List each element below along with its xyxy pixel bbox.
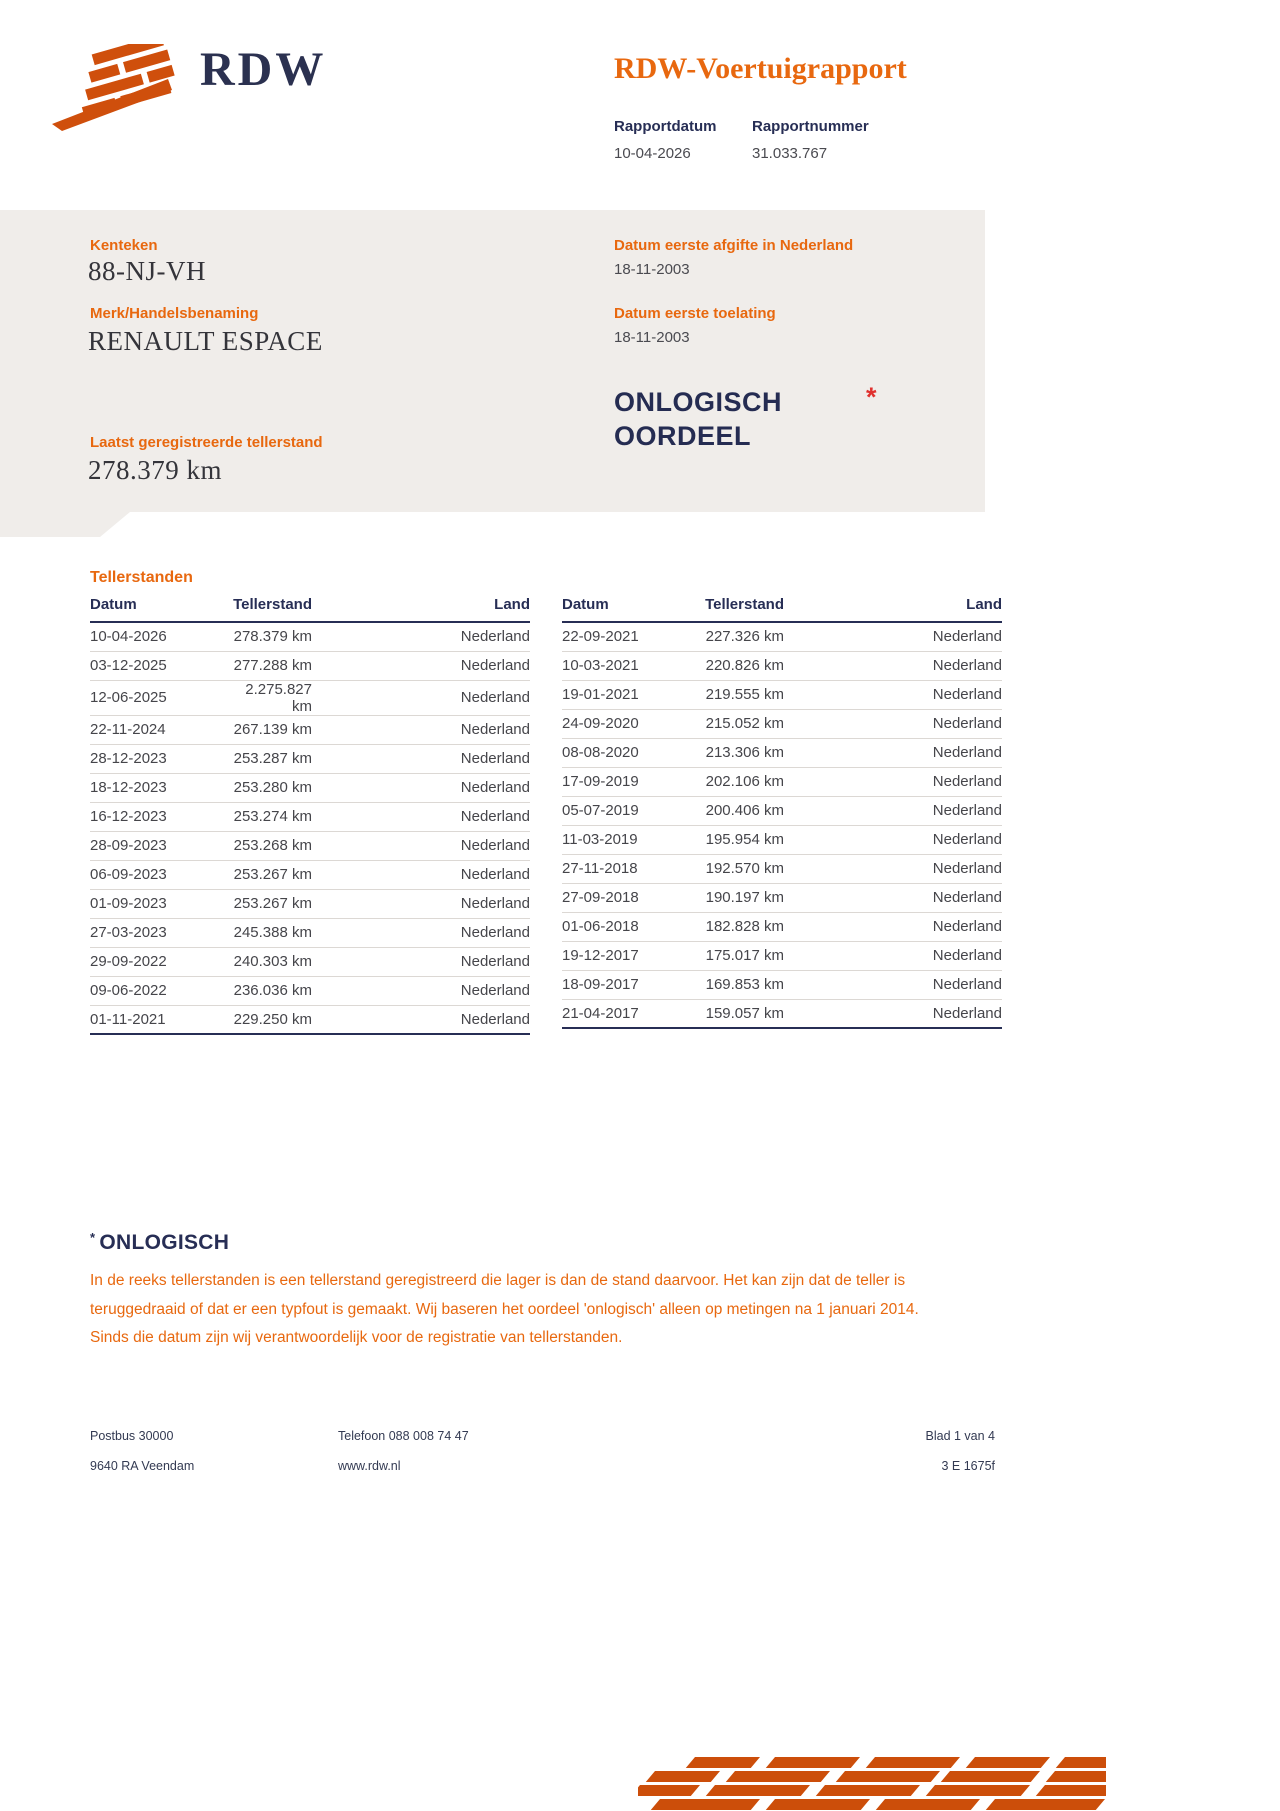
row-land: Nederland xyxy=(784,970,1002,999)
row-land: Nederland xyxy=(784,767,1002,796)
table-row xyxy=(90,889,530,918)
row-datum: 12-06-2025 xyxy=(90,680,224,715)
row-datum: 17-09-2019 xyxy=(562,767,696,796)
table-row xyxy=(90,744,530,773)
footnote-title-line xyxy=(90,1230,935,1255)
row-land: Nederland xyxy=(312,651,530,680)
table-row xyxy=(90,773,530,802)
table-row xyxy=(90,976,530,1005)
table-row xyxy=(90,947,530,976)
oordeel-line2: OORDEEL xyxy=(614,421,752,451)
row-datum: 18-09-2017 xyxy=(562,970,696,999)
row-datum: 01-06-2018 xyxy=(562,912,696,941)
row-datum: 08-08-2020 xyxy=(562,738,696,767)
row-land: Nederland xyxy=(784,941,1002,970)
row-land: Nederland xyxy=(784,622,1002,651)
column-header-datum: Datum xyxy=(562,596,696,622)
merk-label: Merk/Handelsbenaming xyxy=(90,305,259,322)
row-land: Nederland xyxy=(784,651,1002,680)
footnote-asterisk: * xyxy=(90,1230,96,1245)
row-land: Nederland xyxy=(312,947,530,976)
row-datum: 01-11-2021 xyxy=(90,1005,224,1034)
rdw-stripes-decoration-icon xyxy=(638,1753,1106,1811)
row-tellerstand: 227.326 km xyxy=(696,622,784,651)
tellerstanden-section-title: Tellerstanden xyxy=(90,569,193,586)
footer-website-link[interactable]: www.rdw.nl xyxy=(338,1459,401,1473)
table-row xyxy=(562,883,1002,912)
row-tellerstand: 219.555 km xyxy=(696,680,784,709)
row-tellerstand: 240.303 km xyxy=(224,947,312,976)
table-row xyxy=(90,802,530,831)
row-datum: 27-11-2018 xyxy=(562,854,696,883)
row-tellerstand: 220.826 km xyxy=(696,651,784,680)
column-header-land: Land xyxy=(312,596,530,622)
row-datum: 18-12-2023 xyxy=(90,773,224,802)
tellerstanden-table-right xyxy=(562,596,1002,1029)
row-land: Nederland xyxy=(312,860,530,889)
row-tellerstand: 200.406 km xyxy=(696,796,784,825)
table-row xyxy=(562,622,1002,651)
row-land: Nederland xyxy=(784,738,1002,767)
table-row xyxy=(90,860,530,889)
row-datum: 27-09-2018 xyxy=(562,883,696,912)
row-land: Nederland xyxy=(312,831,530,860)
row-datum: 19-12-2017 xyxy=(562,941,696,970)
table-row xyxy=(562,738,1002,767)
row-datum: 11-03-2019 xyxy=(562,825,696,854)
row-land: Nederland xyxy=(312,976,530,1005)
table-row xyxy=(562,825,1002,854)
row-datum: 16-12-2023 xyxy=(90,802,224,831)
row-land: Nederland xyxy=(312,622,530,651)
table-row xyxy=(562,970,1002,999)
report-date-value: 10-04-2026 xyxy=(614,145,691,162)
column-header-tellerstand: Tellerstand xyxy=(224,596,312,622)
row-tellerstand: 2.275.827 km xyxy=(224,680,312,715)
merk-value: RENAULT ESPACE xyxy=(88,326,323,356)
row-datum: 06-09-2023 xyxy=(90,860,224,889)
row-land: Nederland xyxy=(784,999,1002,1028)
row-datum: 03-12-2025 xyxy=(90,651,224,680)
table-row xyxy=(90,651,530,680)
row-datum: 24-09-2020 xyxy=(562,709,696,738)
row-datum: 05-07-2019 xyxy=(562,796,696,825)
row-datum: 29-09-2022 xyxy=(90,947,224,976)
table-row xyxy=(90,831,530,860)
table-header-row xyxy=(562,596,1002,622)
report-date-label: Rapportdatum xyxy=(614,118,717,135)
row-tellerstand: 253.267 km xyxy=(224,860,312,889)
eerste-afgifte-label: Datum eerste afgifte in Nederland xyxy=(614,237,854,254)
rdw-logo-flag-icon xyxy=(50,44,190,132)
row-land: Nederland xyxy=(784,825,1002,854)
row-land: Nederland xyxy=(312,744,530,773)
eerste-afgifte-value: 18-11-2003 xyxy=(614,261,690,278)
table-header-row xyxy=(90,596,530,622)
column-header-land: Land xyxy=(784,596,1002,622)
table-row xyxy=(562,680,1002,709)
row-land: Nederland xyxy=(784,680,1002,709)
row-tellerstand: 253.287 km xyxy=(224,744,312,773)
row-tellerstand: 267.139 km xyxy=(224,715,312,744)
laatste-tellerstand-value: 278.379 km xyxy=(88,455,223,485)
row-tellerstand: 159.057 km xyxy=(696,999,784,1028)
row-datum: 27-03-2023 xyxy=(90,918,224,947)
footer-address-line2: 9640 RA Veendam xyxy=(90,1459,195,1473)
row-tellerstand: 278.379 km xyxy=(224,622,312,651)
row-datum: 28-12-2023 xyxy=(90,744,224,773)
tellerstanden-table-left xyxy=(90,596,530,1035)
table-row xyxy=(562,912,1002,941)
row-land: Nederland xyxy=(784,796,1002,825)
oordeel-line1: ONLOGISCH xyxy=(614,387,783,417)
table-row xyxy=(562,999,1002,1028)
footnote-text: In de reeks tellerstanden is een tellerstand geregistreerd die lager is dan de stand daarvoor. Het kan zijn dat de teller is teruggedraaid of dat er een typfout is gemaakt. Wij baseren het oordeel 'onlogisch' alleen op metingen na 1 januari 2014. Sinds die datum zijn wij verantwoordelijk voor de registratie van tellerstanden. xyxy=(90,1272,919,1346)
row-land: Nederland xyxy=(312,918,530,947)
row-tellerstand: 277.288 km xyxy=(224,651,312,680)
table-row xyxy=(562,651,1002,680)
row-datum: 22-09-2021 xyxy=(562,622,696,651)
kenteken-label: Kenteken xyxy=(90,237,158,254)
row-land: Nederland xyxy=(312,802,530,831)
table-row xyxy=(90,622,530,651)
row-land: Nederland xyxy=(312,680,530,715)
table-row xyxy=(90,715,530,744)
row-tellerstand: 253.268 km xyxy=(224,831,312,860)
row-datum: 19-01-2021 xyxy=(562,680,696,709)
row-tellerstand: 190.197 km xyxy=(696,883,784,912)
row-land: Nederland xyxy=(784,709,1002,738)
row-tellerstand: 169.853 km xyxy=(696,970,784,999)
eerste-toelating-label: Datum eerste toelating xyxy=(614,305,776,322)
oordeel-status xyxy=(614,385,782,453)
row-tellerstand: 245.388 km xyxy=(224,918,312,947)
row-datum: 22-11-2024 xyxy=(90,715,224,744)
footer-page-number: Blad 1 van 4 xyxy=(925,1429,995,1443)
row-tellerstand: 202.106 km xyxy=(696,767,784,796)
footer-phone: Telefoon 088 008 74 47 xyxy=(338,1429,469,1443)
table-row xyxy=(562,767,1002,796)
row-datum: 28-09-2023 xyxy=(90,831,224,860)
footer-form-code: 3 E 1675f xyxy=(941,1459,995,1473)
row-tellerstand: 175.017 km xyxy=(696,941,784,970)
row-datum: 21-04-2017 xyxy=(562,999,696,1028)
row-land: Nederland xyxy=(312,889,530,918)
laatste-tellerstand-label: Laatst geregistreerde tellerstand xyxy=(90,434,323,451)
row-land: Nederland xyxy=(312,773,530,802)
table-row xyxy=(90,918,530,947)
column-header-tellerstand: Tellerstand xyxy=(696,596,784,622)
oordeel-asterisk: * xyxy=(866,382,877,412)
row-tellerstand: 253.274 km xyxy=(224,802,312,831)
page-title: RDW-Voertuigrapport xyxy=(614,52,907,85)
kenteken-value: 88-NJ-VH xyxy=(88,256,206,286)
row-datum: 10-03-2021 xyxy=(562,651,696,680)
row-land: Nederland xyxy=(312,715,530,744)
row-land: Nederland xyxy=(312,1005,530,1034)
row-datum: 01-09-2023 xyxy=(90,889,224,918)
row-tellerstand: 215.052 km xyxy=(696,709,784,738)
row-tellerstand: 229.250 km xyxy=(224,1005,312,1034)
table-row xyxy=(562,709,1002,738)
row-tellerstand: 253.280 km xyxy=(224,773,312,802)
table-row xyxy=(90,680,530,715)
row-tellerstand: 195.954 km xyxy=(696,825,784,854)
row-land: Nederland xyxy=(784,883,1002,912)
row-land: Nederland xyxy=(784,854,1002,883)
footnote-title: ONLOGISCH xyxy=(99,1231,230,1254)
row-tellerstand: 213.306 km xyxy=(696,738,784,767)
row-tellerstand: 192.570 km xyxy=(696,854,784,883)
footer-address-line1: Postbus 30000 xyxy=(90,1429,174,1443)
row-datum: 10-04-2026 xyxy=(90,622,224,651)
row-datum: 09-06-2022 xyxy=(90,976,224,1005)
report-number-value: 31.033.767 xyxy=(752,145,828,162)
table-row xyxy=(562,941,1002,970)
row-tellerstand: 236.036 km xyxy=(224,976,312,1005)
row-land: Nederland xyxy=(784,912,1002,941)
report-number-label: Rapportnummer xyxy=(752,118,869,135)
onlogisch-footnote xyxy=(90,1230,935,1353)
table-row xyxy=(90,1005,530,1034)
eerste-toelating-value: 18-11-2003 xyxy=(614,329,690,346)
rdw-logo-text: RDW xyxy=(200,43,327,96)
column-header-datum: Datum xyxy=(90,596,224,622)
table-row xyxy=(562,796,1002,825)
table-row xyxy=(562,854,1002,883)
row-tellerstand: 253.267 km xyxy=(224,889,312,918)
row-tellerstand: 182.828 km xyxy=(696,912,784,941)
